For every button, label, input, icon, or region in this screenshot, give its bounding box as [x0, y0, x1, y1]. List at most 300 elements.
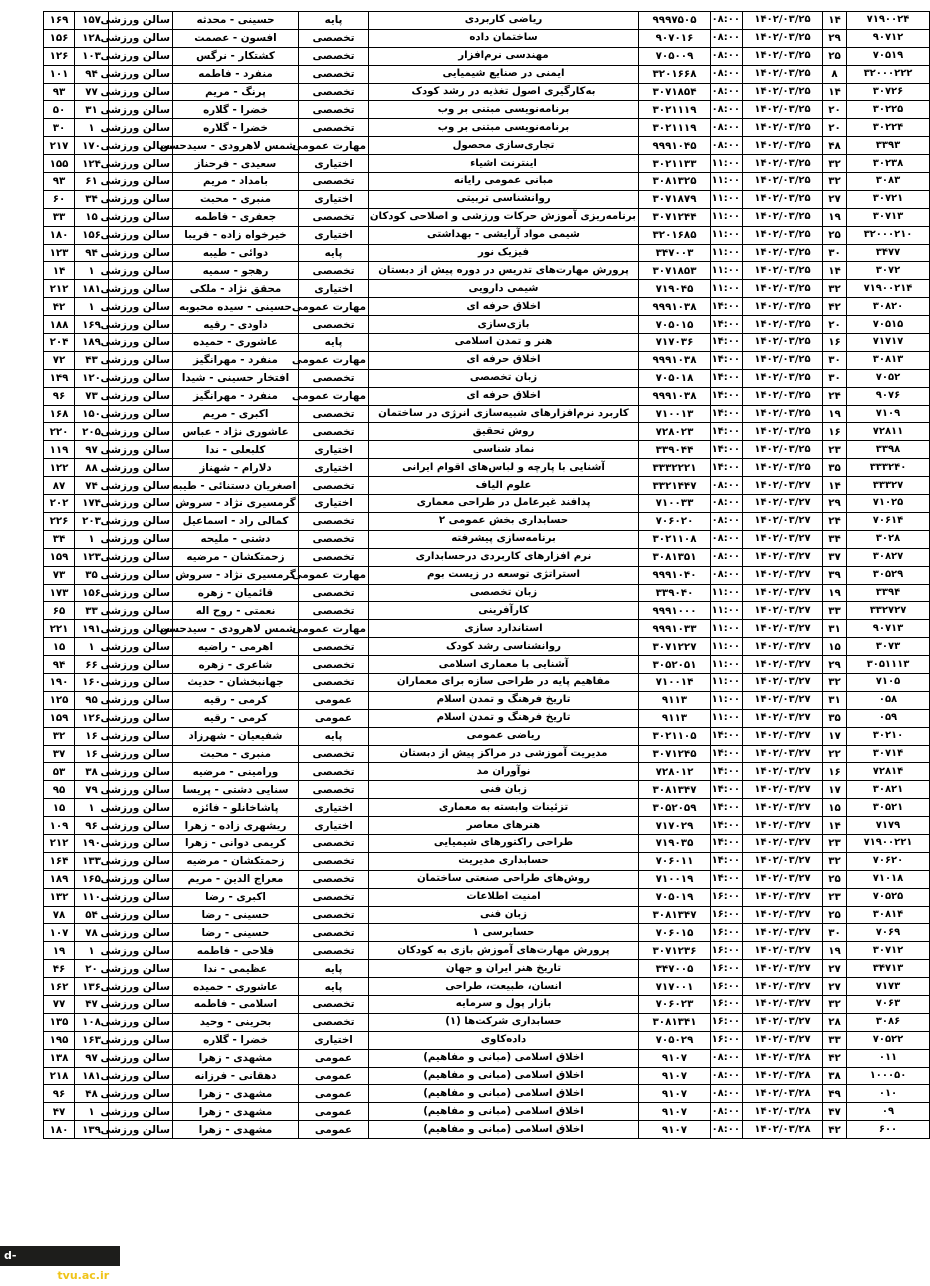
seat-from-cell: ۱۲۶ — [75, 709, 109, 727]
course-type-cell: اختیاری — [299, 459, 369, 477]
table-row — [44, 280, 930, 298]
exam-venue-cell: سالن ورزشی — [109, 262, 173, 280]
course-code-cell: ۹۹۹۱۰۰۰ — [639, 602, 711, 620]
seat-from-cell: ۱۲۳ — [75, 548, 109, 566]
course-code-cell: ۹۰۷۰۱۶ — [639, 29, 711, 47]
exam-venue-cell: سالن ورزشی — [109, 65, 173, 83]
exam-venue-cell: سالن ورزشی — [109, 673, 173, 691]
exam-time-cell: ۱۴:۰۰ — [711, 817, 743, 835]
course-title-cell: ساختمان داده — [369, 29, 639, 47]
exam-date-cell: ۱۴۰۲/۰۳/۲۷ — [743, 995, 823, 1013]
exam-date-cell: ۱۴۰۲/۰۳/۲۷ — [743, 834, 823, 852]
course-code-cell: ۳۰۷۱۲۲۷ — [639, 638, 711, 656]
section-code-cell: ۳۰۷۲ — [847, 262, 930, 280]
student-count-cell: ۳۳ — [823, 602, 847, 620]
exam-venue-cell: سالن ورزشی — [109, 745, 173, 763]
exam-venue-cell: سالن ورزشی — [109, 477, 173, 495]
seat-from-cell: ۷۳ — [75, 387, 109, 405]
exam-date-cell: ۱۴۰۲/۰۳/۲۵ — [743, 387, 823, 405]
seat-from-cell: ۱۵ — [75, 208, 109, 226]
student-count-cell: ۲۵ — [823, 226, 847, 244]
seat-from-cell: ۱ — [75, 942, 109, 960]
exam-venue-cell: سالن ورزشی — [109, 226, 173, 244]
exam-venue-cell: سالن ورزشی — [109, 459, 173, 477]
instructor-name-cell: گرمسیری نژاد - سروش — [173, 566, 299, 584]
exam-venue-cell: سالن ورزشی — [109, 280, 173, 298]
course-type-cell: پایه — [299, 244, 369, 262]
course-code-cell: ۹۱۰۷ — [639, 1049, 711, 1067]
seat-from-cell: ۹۷ — [75, 441, 109, 459]
course-title-cell: استاندارد سازی — [369, 620, 639, 638]
student-count-cell: ۳۵ — [823, 709, 847, 727]
section-code-cell: ۷۱۰۵ — [847, 673, 930, 691]
seat-to-cell: ۳۷ — [44, 745, 75, 763]
exam-time-cell: ۱۴:۰۰ — [711, 799, 743, 817]
section-code-cell: ۹۰۷۱۳ — [847, 620, 930, 638]
exam-date-cell: ۱۴۰۲/۰۳/۲۵ — [743, 29, 823, 47]
exam-date-cell: ۱۴۰۲/۰۳/۲۵ — [743, 459, 823, 477]
instructor-name-cell: کریمی دوانی - زهرا — [173, 834, 299, 852]
exam-venue-cell: سالن ورزشی — [109, 1121, 173, 1139]
seat-from-cell: ۴۷ — [75, 995, 109, 1013]
course-type-cell: اختیاری — [299, 190, 369, 208]
course-type-cell: تخصصی — [299, 584, 369, 602]
course-type-cell: تخصصی — [299, 65, 369, 83]
exam-date-cell: ۱۴۰۲/۰۳/۲۷ — [743, 781, 823, 799]
section-code-cell: ۳۰۲۱۰ — [847, 727, 930, 745]
section-code-cell: ۷۱۰۱۸ — [847, 870, 930, 888]
seat-from-cell: ۷۸ — [75, 924, 109, 942]
exam-time-cell: ۱۴:۰۰ — [711, 298, 743, 316]
course-type-cell: عمومی — [299, 709, 369, 727]
exam-time-cell: ۱۱:۰۰ — [711, 691, 743, 709]
course-title-cell: به‌کارگیری اصول تغذیه در رشد کودک — [369, 83, 639, 101]
course-code-cell: ۳۰۷۱۲۳۶ — [639, 942, 711, 960]
course-title-cell: اخلاق حرفه ای — [369, 387, 639, 405]
course-title-cell: اخلاق اسلامی (مبانی و مفاهیم) — [369, 1085, 639, 1103]
instructor-name-cell: اکبری - مریم — [173, 405, 299, 423]
student-count-cell: ۲۵ — [823, 47, 847, 65]
course-title-cell: نرم افزارهای کاربردی درحسابداری — [369, 548, 639, 566]
section-code-cell: ۳۰۵۱۱۱۳ — [847, 656, 930, 674]
exam-time-cell: ۰۸:۰۰ — [711, 119, 743, 137]
table-row — [44, 781, 930, 799]
section-code-cell: ۳۳۳۲۷ — [847, 477, 930, 495]
section-code-cell: ۰۹ — [847, 1103, 930, 1121]
table-row — [44, 942, 930, 960]
course-type-cell: پایه — [299, 960, 369, 978]
exam-time-cell: ۱۱:۰۰ — [711, 638, 743, 656]
exam-date-cell: ۱۴۰۲/۰۳/۲۵ — [743, 280, 823, 298]
seat-from-cell: ۴۳ — [75, 351, 109, 369]
instructor-name-cell: رهجو - سمیه — [173, 262, 299, 280]
seat-from-cell: ۱۲۸ — [75, 29, 109, 47]
section-code-cell: ۳۰۸۱۴ — [847, 906, 930, 924]
course-title-cell: ایمنی در صنایع شیمیایی — [369, 65, 639, 83]
student-count-cell: ۳۰ — [823, 244, 847, 262]
section-code-cell: ۹۰۷۶ — [847, 387, 930, 405]
seat-to-cell: ۷۷ — [44, 995, 75, 1013]
exam-date-cell: ۱۴۰۲/۰۳/۲۸ — [743, 1103, 823, 1121]
instructor-name-cell: منبری - محبت — [173, 190, 299, 208]
student-count-cell: ۲۹ — [823, 495, 847, 513]
course-code-cell: ۹۱۰۷ — [639, 1121, 711, 1139]
seat-to-cell: ۲۱۷ — [44, 137, 75, 155]
course-code-cell: ۹۱۰۷ — [639, 1067, 711, 1085]
section-code-cell: ۳۰۷۲۶ — [847, 83, 930, 101]
seat-from-cell: ۳۳ — [75, 602, 109, 620]
seat-from-cell: ۱۵۷ — [75, 12, 109, 30]
seat-to-cell: ۴۷ — [44, 1103, 75, 1121]
exam-time-cell: ۱۴:۰۰ — [711, 334, 743, 352]
student-count-cell: ۱۷ — [823, 781, 847, 799]
section-code-cell: ۳۳۹۸ — [847, 441, 930, 459]
course-code-cell: ۳۳۹۰۴۴ — [639, 441, 711, 459]
table-row — [44, 817, 930, 835]
student-count-cell: ۴۲ — [823, 1049, 847, 1067]
exam-date-cell: ۱۴۰۲/۰۳/۲۷ — [743, 620, 823, 638]
exam-date-cell: ۱۴۰۲/۰۳/۲۷ — [743, 566, 823, 584]
seat-to-cell: ۵۳ — [44, 763, 75, 781]
instructor-name-cell: پرنگ - مریم — [173, 83, 299, 101]
course-code-cell: ۳۳۹۰۴۰ — [639, 584, 711, 602]
student-count-cell: ۱۴ — [823, 83, 847, 101]
exam-venue-cell: سالن ورزشی — [109, 566, 173, 584]
table-row — [44, 262, 930, 280]
exam-date-cell: ۱۴۰۲/۰۳/۲۷ — [743, 530, 823, 548]
instructor-name-cell: کرمی - رقیه — [173, 709, 299, 727]
course-type-cell: تخصصی — [299, 316, 369, 334]
course-title-cell: اخلاق اسلامی (مبانی و مفاهیم) — [369, 1067, 639, 1085]
table-row — [44, 924, 930, 942]
course-code-cell: ۳۴۷۰۰۳ — [639, 244, 711, 262]
table-row — [44, 1121, 930, 1139]
course-title-cell: پرورش مهارت‌های تدریس در دوره پیش از دبستان — [369, 262, 639, 280]
course-title-cell: اخلاق حرفه ای — [369, 351, 639, 369]
exam-time-cell: ۱۱:۰۰ — [711, 709, 743, 727]
exam-venue-cell: سالن ورزشی — [109, 978, 173, 996]
course-code-cell: ۳۳۳۲۲۲۱ — [639, 459, 711, 477]
course-type-cell: مهارت عمومی — [299, 298, 369, 316]
student-count-cell: ۲۵ — [823, 906, 847, 924]
seat-to-cell: ۹۴ — [44, 656, 75, 674]
exam-date-cell: ۱۴۰۲/۰۳/۲۷ — [743, 799, 823, 817]
course-type-cell: تخصصی — [299, 781, 369, 799]
exam-venue-cell: سالن ورزشی — [109, 190, 173, 208]
exam-time-cell: ۰۸:۰۰ — [711, 101, 743, 119]
course-title-cell: برنامه‌ریزی آموزش حرکات ورزشی و اصلاحی کودکان — [369, 208, 639, 226]
table-row — [44, 978, 930, 996]
student-count-cell: ۱۶ — [823, 334, 847, 352]
course-type-cell: اختیاری — [299, 799, 369, 817]
student-count-cell: ۳۰ — [823, 369, 847, 387]
seat-from-cell: ۹۴ — [75, 65, 109, 83]
seat-to-cell: ۱۶۹ — [44, 12, 75, 30]
exam-venue-cell: سالن ورزشی — [109, 351, 173, 369]
course-code-cell: ۳۰۲۱۱۳۳ — [639, 155, 711, 173]
seat-to-cell: ۳۳ — [44, 208, 75, 226]
course-code-cell: ۹۹۹۱۰۳۸ — [639, 298, 711, 316]
exam-time-cell: ۱۱:۰۰ — [711, 155, 743, 173]
student-count-cell: ۴۷ — [823, 1103, 847, 1121]
seat-to-cell: ۱۴ — [44, 262, 75, 280]
course-code-cell: ۹۹۹۱۰۴۵ — [639, 137, 711, 155]
student-count-cell: ۱۴ — [823, 262, 847, 280]
course-type-cell: تخصصی — [299, 924, 369, 942]
course-type-cell: تخصصی — [299, 602, 369, 620]
course-title-cell: اخلاق اسلامی (مبانی و مفاهیم) — [369, 1103, 639, 1121]
seat-to-cell: ۱۰۹ — [44, 817, 75, 835]
student-count-cell: ۱۹ — [823, 208, 847, 226]
seat-to-cell: ۱۷۳ — [44, 584, 75, 602]
course-code-cell: ۳۰۸۱۳۴۱ — [639, 1013, 711, 1031]
course-title-cell: اینترنت اشیاء — [369, 155, 639, 173]
course-code-cell: ۷۰۶۰۱۱ — [639, 852, 711, 870]
course-type-cell: اختیاری — [299, 495, 369, 513]
student-count-cell: ۲۷ — [823, 960, 847, 978]
exam-time-cell: ۱۴:۰۰ — [711, 745, 743, 763]
exam-venue-cell: سالن ورزشی — [109, 334, 173, 352]
instructor-name-cell: حسینی - رضا — [173, 924, 299, 942]
section-code-cell: ۳۲۰۰۰۲۲۲ — [847, 65, 930, 83]
section-code-cell: ۳۳۹۳ — [847, 137, 930, 155]
course-type-cell: تخصصی — [299, 512, 369, 530]
exam-date-cell: ۱۴۰۲/۰۳/۲۵ — [743, 119, 823, 137]
exam-date-cell: ۱۴۰۲/۰۳/۲۷ — [743, 602, 823, 620]
section-code-cell: ۷۱۰۲۵ — [847, 495, 930, 513]
exam-time-cell: ۱۶:۰۰ — [711, 942, 743, 960]
seat-from-cell: ۱ — [75, 1103, 109, 1121]
table-row — [44, 316, 930, 334]
exam-venue-cell: سالن ورزشی — [109, 942, 173, 960]
course-type-cell: تخصصی — [299, 888, 369, 906]
table-row — [44, 155, 930, 173]
exam-venue-cell: سالن ورزشی — [109, 495, 173, 513]
seat-to-cell: ۱۳۵ — [44, 1013, 75, 1031]
exam-venue-cell: سالن ورزشی — [109, 119, 173, 137]
section-code-cell: ۱۰۰۰۵۰ — [847, 1067, 930, 1085]
exam-venue-cell: سالن ورزشی — [109, 781, 173, 799]
seat-to-cell: ۳۲ — [44, 727, 75, 745]
course-type-cell: عمومی — [299, 1103, 369, 1121]
course-type-cell: اختیاری — [299, 155, 369, 173]
exam-date-cell: ۱۴۰۲/۰۳/۲۵ — [743, 316, 823, 334]
exam-date-cell: ۱۴۰۲/۰۳/۲۷ — [743, 870, 823, 888]
seat-from-cell: ۱۸۱ — [75, 280, 109, 298]
section-code-cell: ۳۰۲۲۵ — [847, 101, 930, 119]
course-code-cell: ۷۱۰۰۱۹ — [639, 870, 711, 888]
student-count-cell: ۲۳ — [823, 888, 847, 906]
exam-time-cell: ۱۴:۰۰ — [711, 781, 743, 799]
table-row — [44, 244, 930, 262]
section-code-cell: ۷۱۹۰۰۲۲۱ — [847, 834, 930, 852]
seat-from-cell: ۱۰۸ — [75, 1013, 109, 1031]
instructor-name-cell: دوائی - طیبه — [173, 244, 299, 262]
section-code-cell: ۷۲۸۱۴ — [847, 763, 930, 781]
seat-from-cell: ۱ — [75, 530, 109, 548]
seat-to-cell: ۲۲۱ — [44, 620, 75, 638]
table-row — [44, 620, 930, 638]
course-code-cell: ۹۹۹۱۰۳۸ — [639, 351, 711, 369]
course-code-cell: ۷۰۵۰۲۹ — [639, 1031, 711, 1049]
exam-date-cell: ۱۴۰۲/۰۳/۲۷ — [743, 745, 823, 763]
course-title-cell: آشنایی با پارچه و لباس‌های اقوام ایرانی — [369, 459, 639, 477]
instructor-name-cell: خیرخواه زاده - فریبا — [173, 226, 299, 244]
table-row — [44, 119, 930, 137]
table-row — [44, 1067, 930, 1085]
seat-to-cell: ۲۱۸ — [44, 1067, 75, 1085]
seat-from-cell: ۶۶ — [75, 656, 109, 674]
exam-date-cell: ۱۴۰۲/۰۳/۲۵ — [743, 423, 823, 441]
table-row — [44, 298, 930, 316]
section-code-cell: ۷۲۸۱۱ — [847, 423, 930, 441]
exam-venue-cell: سالن ورزشی — [109, 208, 173, 226]
instructor-name-cell: خضرا - گلاره — [173, 119, 299, 137]
table-row — [44, 334, 930, 352]
course-title-cell: تاریخ فرهنگ و تمدن اسلام — [369, 709, 639, 727]
course-type-cell: اختیاری — [299, 817, 369, 835]
course-title-cell: برنامه‌سازی پیشرفته — [369, 530, 639, 548]
table-row — [44, 870, 930, 888]
exam-venue-cell: سالن ورزشی — [109, 29, 173, 47]
student-count-cell: ۲۵ — [823, 870, 847, 888]
seat-to-cell: ۱۵ — [44, 799, 75, 817]
exam-date-cell: ۱۴۰۲/۰۳/۲۸ — [743, 1067, 823, 1085]
section-code-cell: ۳۰۲۲۴ — [847, 119, 930, 137]
seat-to-cell: ۲۱۲ — [44, 280, 75, 298]
table-row — [44, 852, 930, 870]
seat-to-cell: ۴۶ — [44, 960, 75, 978]
course-code-cell: ۳۴۷۰۰۵ — [639, 960, 711, 978]
section-code-cell: ۳۰۵۲۹ — [847, 566, 930, 584]
seat-from-cell: ۵۴ — [75, 906, 109, 924]
exam-time-cell: ۰۸:۰۰ — [711, 495, 743, 513]
student-count-cell: ۳۸ — [823, 1067, 847, 1085]
student-count-cell: ۱۹ — [823, 405, 847, 423]
seat-to-cell: ۱۵۵ — [44, 155, 75, 173]
seat-from-cell: ۲۰۳ — [75, 512, 109, 530]
table-row — [44, 691, 930, 709]
course-code-cell: ۹۹۹۱۰۴۰ — [639, 566, 711, 584]
instructor-name-cell: کلبعلی - ندا — [173, 441, 299, 459]
instructor-name-cell: حسینی - سیده محبوبه — [173, 298, 299, 316]
exam-venue-cell: سالن ورزشی — [109, 638, 173, 656]
exam-time-cell: ۰۸:۰۰ — [711, 65, 743, 83]
seat-from-cell: ۱۷۴ — [75, 495, 109, 513]
table-row — [44, 745, 930, 763]
student-count-cell: ۳۲ — [823, 852, 847, 870]
course-type-cell: مهارت عمومی — [299, 351, 369, 369]
course-code-cell: ۷۱۰۰۱۴ — [639, 673, 711, 691]
exam-date-cell: ۱۴۰۲/۰۳/۲۸ — [743, 1049, 823, 1067]
exam-time-cell: ۰۸:۰۰ — [711, 83, 743, 101]
student-count-cell: ۱۷ — [823, 727, 847, 745]
exam-time-cell: ۱۴:۰۰ — [711, 423, 743, 441]
seat-from-cell: ۳۴ — [75, 190, 109, 208]
table-row — [44, 351, 930, 369]
student-count-cell: ۳۰ — [823, 351, 847, 369]
table-row — [44, 763, 930, 781]
table-row — [44, 530, 930, 548]
exam-venue-cell: سالن ورزشی — [109, 101, 173, 119]
exam-date-cell: ۱۴۰۲/۰۳/۲۷ — [743, 1031, 823, 1049]
instructor-name-cell: منفرد - فاطمه — [173, 65, 299, 83]
seat-to-cell: ۶۵ — [44, 602, 75, 620]
table-row — [44, 638, 930, 656]
student-count-cell: ۱۴ — [823, 477, 847, 495]
student-count-cell: ۲۳ — [823, 834, 847, 852]
course-title-cell: مفاهیم پایه در طراحی سازه برای معماران — [369, 673, 639, 691]
exam-time-cell: ۰۸:۰۰ — [711, 1121, 743, 1139]
seat-to-cell: ۱۸۰ — [44, 226, 75, 244]
course-title-cell: اخلاق اسلامی (مبانی و مفاهیم) — [369, 1049, 639, 1067]
table-row — [44, 47, 930, 65]
section-code-cell: ۷۰۵۲۲ — [847, 1031, 930, 1049]
exam-venue-cell: سالن ورزشی — [109, 548, 173, 566]
seat-to-cell: ۱۲۶ — [44, 47, 75, 65]
section-code-cell: ۷۰۵۱۹ — [847, 47, 930, 65]
exam-date-cell: ۱۴۰۲/۰۳/۲۷ — [743, 673, 823, 691]
exam-venue-cell: سالن ورزشی — [109, 763, 173, 781]
exam-time-cell: ۱۴:۰۰ — [711, 727, 743, 745]
seat-to-cell: ۷۳ — [44, 566, 75, 584]
exam-time-cell: ۱۱:۰۰ — [711, 244, 743, 262]
course-type-cell: مهارت عمومی — [299, 566, 369, 584]
exam-venue-cell: سالن ورزشی — [109, 1067, 173, 1085]
exam-venue-cell: سالن ورزشی — [109, 602, 173, 620]
exam-time-cell: ۱۱:۰۰ — [711, 656, 743, 674]
course-type-cell: اختیاری — [299, 441, 369, 459]
course-type-cell: تخصصی — [299, 262, 369, 280]
seat-from-cell: ۳۱ — [75, 101, 109, 119]
exam-venue-cell: سالن ورزشی — [109, 1085, 173, 1103]
course-title-cell: زبان تخصصی — [369, 584, 639, 602]
section-code-cell: ۷۰۶۹ — [847, 924, 930, 942]
exam-date-cell: ۱۴۰۲/۰۳/۲۷ — [743, 477, 823, 495]
exam-time-cell: ۱۶:۰۰ — [711, 906, 743, 924]
seat-to-cell: ۴۲ — [44, 298, 75, 316]
seat-from-cell: ۱ — [75, 298, 109, 316]
section-code-cell: ۳۳۳۲۴۰ — [847, 459, 930, 477]
student-count-cell: ۲۹ — [823, 29, 847, 47]
section-code-cell: ۷۰۶۳ — [847, 995, 930, 1013]
instructor-name-cell: افسون - عصمت — [173, 29, 299, 47]
seat-to-cell: ۱۲۵ — [44, 691, 75, 709]
exam-venue-cell: سالن ورزشی — [109, 727, 173, 745]
exam-date-cell: ۱۴۰۲/۰۳/۲۵ — [743, 137, 823, 155]
course-type-cell: تخصصی — [299, 995, 369, 1013]
section-code-cell: ۰۱۱ — [847, 1049, 930, 1067]
section-code-cell: ۷۱۷۹ — [847, 817, 930, 835]
course-title-cell: طراحی راکتورهای شیمیایی — [369, 834, 639, 852]
instructor-name-cell: خضرا - گلاره — [173, 1031, 299, 1049]
exam-time-cell: ۰۸:۰۰ — [711, 1049, 743, 1067]
seat-to-cell: ۳۰ — [44, 119, 75, 137]
course-type-cell: عمومی — [299, 1085, 369, 1103]
exam-schedule-table — [43, 11, 930, 1139]
course-code-cell: ۷۰۵۰۰۹ — [639, 47, 711, 65]
student-count-cell: ۳۱ — [823, 691, 847, 709]
seat-to-cell: ۱۶۸ — [44, 405, 75, 423]
site-watermark: d-bushehr.tvu.ac.ir — [0, 1246, 120, 1266]
exam-time-cell: ۱۱:۰۰ — [711, 620, 743, 638]
course-code-cell: ۳۰۸۱۳۵۱ — [639, 548, 711, 566]
course-title-cell: کاربرد نرم‌افزارهای شبیه‌سازی انرژی در ساختمان — [369, 405, 639, 423]
course-code-cell: ۷۰۶۰۱۵ — [639, 924, 711, 942]
table-row — [44, 512, 930, 530]
course-title-cell: برنامه‌نویسی مبتنی بر وب — [369, 119, 639, 137]
table-row — [44, 1085, 930, 1103]
